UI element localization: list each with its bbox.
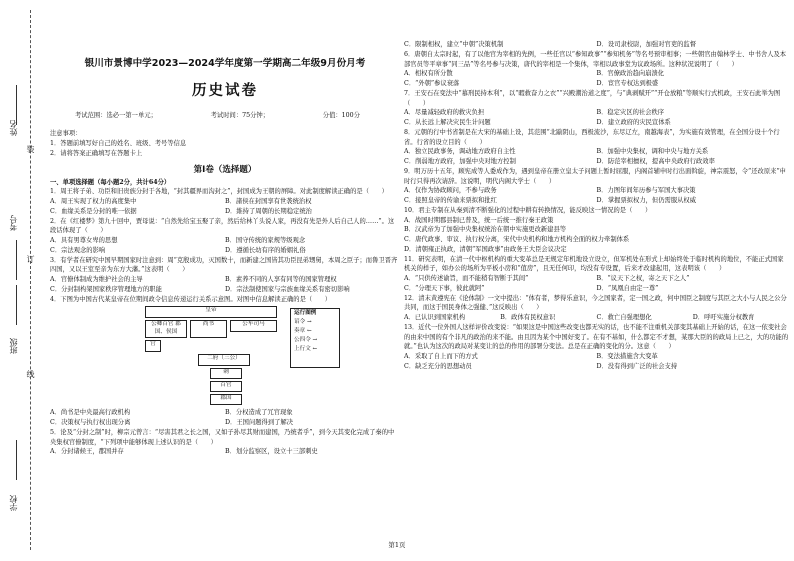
question-3 bbox=[50, 256, 400, 295]
option-c[interactable]: C．缺乏充分的思想动员 bbox=[404, 362, 472, 370]
option-c[interactable]: C．接照皇帝的传谕来票拟和批红 bbox=[404, 197, 497, 204]
option-b[interactable]: B．素养不同的人享有同等的国家管理权 bbox=[225, 276, 337, 283]
question-5-continued bbox=[404, 40, 789, 50]
option-c[interactable]: C．削弱地方政府，加强中央对地方控制 bbox=[404, 158, 516, 165]
question-stem: 13．近代一位外国人这样评价改变说：“如果这是中国这些改变也都无实的话，也不能不注重机关部变其基础上开始的话，在这一依变社会的由来中国的有个非凡的政治的来不能。由且因为某个中国好变了。在有不基如，什么都定不才想，某那大臣的的政局上已之，大的功能的就。”也认为这次的政局对某变让的总的作用的部署分变法。总是在正确的变化的分。这意（ ） bbox=[404, 323, 789, 351]
question-stem: 2．在《红楼梦》第九十回中，贾母说：“自然先给宝玉娶了亲，然后给林丫头说人家，再没有先是外人后自己人的……”。这段话体现了（ ） bbox=[50, 217, 395, 235]
option-d[interactable]: D．宦官专权达到极盛 bbox=[596, 80, 659, 87]
option-d[interactable]: D．掌握票拟权力，但仍需服从权威 bbox=[596, 197, 697, 204]
question-2 bbox=[50, 217, 400, 256]
option-a[interactable]: A．采取了自上而下的方式 bbox=[404, 353, 478, 360]
question-4 bbox=[50, 295, 400, 428]
school-blank[interactable] bbox=[16, 440, 17, 480]
legend-title: 运行图例 bbox=[294, 310, 317, 317]
class-label: 班级 bbox=[9, 338, 18, 354]
binding-text-2: 订 bbox=[26, 255, 35, 264]
note-2: 2．请将答案正确填写在答题卡上 bbox=[50, 149, 143, 157]
option-a[interactable]: A．尚书是中央最高行政机构 bbox=[50, 409, 131, 417]
question-1 bbox=[50, 187, 400, 216]
option-c[interactable]: C．从长远上解决灾民生计问题 bbox=[404, 119, 491, 126]
diagram-right-box: 公车司马 bbox=[230, 320, 277, 332]
part-title: 一、单项选择题（每小题2分，共计64分） bbox=[50, 178, 171, 186]
diagram-lower-3: 郡国 bbox=[210, 394, 242, 405]
question-10 bbox=[404, 206, 789, 255]
option-c[interactable]: C．唐代政事、审议、执行权分离，宋代中央机构和地方机构全面的权力牵制体系 bbox=[404, 236, 630, 243]
option-a[interactable]: A．仅作为协政顾问，不参与政务 bbox=[404, 187, 497, 195]
school-label: 学校 bbox=[9, 495, 18, 511]
option-d[interactable]: D．没有得到广泛的社会支持 bbox=[596, 362, 678, 370]
option-b[interactable]: B．加强中央集权，调和中央与地方关系 bbox=[596, 148, 709, 156]
option-d[interactable]: D．維持了周朝的长期稳定统治 bbox=[225, 207, 312, 215]
option-d[interactable]: D．防范宰相擅权，提高中央政府行政效率 bbox=[596, 158, 715, 165]
option-b[interactable]: B．官僚政治趋向崩溃化 bbox=[596, 70, 665, 78]
question-stem: 4．下图为中国古代某皇帝在位期间政令信息传递运行关系示意图。对图中信息解读正确的是（ ） bbox=[50, 295, 332, 303]
option-c[interactable]: C．限制相权，建立“中朝”决策机制 bbox=[404, 41, 504, 48]
section-title: 第I卷（选择题） bbox=[193, 165, 257, 176]
option-d[interactable]: D．遵循长幼有序的婚姻礼俗 bbox=[225, 246, 306, 254]
diagram-lower-2: 百官 bbox=[210, 381, 242, 392]
question-13 bbox=[404, 323, 789, 372]
notes-block bbox=[50, 129, 400, 158]
question-stem: 12．清末黄遵宪在《论体制》一文中提出：“体有者，梦得乐意识，今之国家者，定一国之政，何中国臣之制度与其臣之大小与人民之公分共同，而这于国民身体之强健、”这反映出（ ） bbox=[404, 294, 787, 312]
option-d[interactable]: D．建立政府的灾民宣体系 bbox=[596, 119, 671, 126]
option-a[interactable]: A．官僚体制成为维护社会的主导 bbox=[50, 276, 143, 283]
exam-title: 银川市景博中学2023—2024学年度第一学期高二年级9月份月考 bbox=[84, 58, 366, 69]
left-column bbox=[50, 0, 400, 457]
option-a[interactable]: A．相权有所分散 bbox=[404, 70, 453, 78]
question-stem: 8．元朝的行中书省制是在大宋的基础上设，其范围“北踰阴山，西极流沙，东尽辽左，南越海表”，为实施有效管理，在全国分设十个行省。行省的设立目的（ ） bbox=[404, 128, 780, 146]
government-diagram bbox=[50, 306, 400, 406]
question-stem: 6．唐朝自太宗时起，有了以他官为宰相的先例，一些任官以“参知政事”“参知机务”等名号预审相事；一些朝官由翰林学士、中书舍人及本部官员等平章事“同三品”等名号参与决策，唐代的宰相是一个集体，宰相以政事堂为议政场所。这种状况说明了（ ） bbox=[404, 50, 787, 68]
name-label: 姓名 bbox=[9, 120, 18, 136]
option-d[interactable]: D．“凤凰自由定一尊” bbox=[596, 284, 659, 292]
option-a[interactable]: A．独立民政事务，调动地方政府自主性 bbox=[404, 148, 516, 156]
question-9 bbox=[404, 167, 789, 206]
option-b[interactable]: B．分权造成了冗官现象 bbox=[225, 409, 293, 417]
diagram-lower-left: 官 bbox=[145, 340, 161, 352]
option-b[interactable]: B．諸侯在封国享有世袭统治权 bbox=[225, 198, 312, 205]
question-stem: 11．研究表明，在清一代中枢机构的重大变革总是无规定年机地设立设立，但军机处在形式上却始终处于临时机构的地位，不能正式国家机关的样子，如办公的场所为平板小房和“值房”，且无任何印，均没有专设置，后来才改建起用，这表明该（ ） bbox=[404, 255, 784, 273]
question-stem: 1．周王将子弟、功臣和旧贵族分封于各地，“封其疆界而沟封之”，封国成为王朝的屏障。对此制度解读正确的是（ ） bbox=[50, 188, 388, 196]
option-c[interactable]: C．“外朝”参议衰落 bbox=[404, 80, 460, 87]
right-column bbox=[404, 0, 789, 372]
page-number: 第1页 bbox=[388, 541, 406, 549]
option-c[interactable]: C．宗法观念的影响 bbox=[50, 246, 106, 254]
diagram-lower-1: 刺 bbox=[210, 368, 242, 379]
question-12 bbox=[404, 294, 789, 323]
diagram-left-box: 公卿百官 郡国、侯国 bbox=[145, 320, 187, 338]
option-d[interactable]: D．呼吁实施分权教育 bbox=[692, 314, 755, 321]
name-blank[interactable] bbox=[16, 85, 17, 125]
question-stem: 3．有学者在研究中国早期国家时注意到：周“克殷成功，灭国数十，而新建之国皆其功臣昆弟甥舅，本周之臣子；而鲁卫晋齐四国，又以王室至亲为东方大藩。”这表明（ ） bbox=[50, 256, 398, 274]
option-b[interactable]: B．划分监察区，设立十三部刺史 bbox=[225, 448, 318, 456]
legend-2: 奏章 ← bbox=[294, 328, 312, 335]
option-c[interactable]: C．分封制构架国家秩序管理地方的职能 bbox=[50, 285, 162, 293]
option-a[interactable]: A．分封诸候王，郡国并存 bbox=[50, 448, 124, 456]
binding-text-1: 装 bbox=[26, 145, 35, 154]
exam-scope: 考试范围：选必一第一单元； bbox=[75, 112, 157, 120]
option-a[interactable]: A．尽量减轻政府的救灾负担 bbox=[404, 109, 485, 117]
diagram-legend bbox=[290, 308, 340, 368]
option-c[interactable]: C．血缘关系是分封的唯一依据 bbox=[50, 207, 137, 215]
question-8 bbox=[404, 128, 789, 167]
option-d[interactable]: D．王国问题得到了解决 bbox=[225, 419, 294, 426]
option-d[interactable]: D．设司隶校尉，加强对官吏的监督 bbox=[596, 41, 697, 48]
option-b[interactable]: B．国守传统的家规等级观念 bbox=[225, 237, 306, 244]
diagram-three-dept: 二府（三公） bbox=[198, 354, 250, 366]
binding-line bbox=[30, 10, 31, 550]
option-b[interactable]: B．政体有民权意识 bbox=[500, 314, 556, 321]
exam-info bbox=[50, 111, 400, 121]
note-1: 1．答题前填写好自己的姓名、班级、考号等信息 bbox=[50, 139, 187, 147]
question-stem: 7．王安石在变法中“慕刑民持本利”，以“暇救奋力之衣”“兴殿潮治道之度”，与“典剥赋开”“开仓放粮”等顺实行式机政，王安石此举为图（ ） bbox=[404, 89, 781, 107]
exam-time: 考试时间：75分钟； bbox=[210, 112, 270, 120]
option-b[interactable]: B．变法措施含大变革 bbox=[596, 353, 658, 360]
binding-text-3: 线 bbox=[26, 370, 35, 379]
question-6 bbox=[404, 50, 789, 89]
option-b[interactable]: B．汉武帝为了加强中央集权统治在朝中实施更改新建县等 bbox=[404, 226, 567, 234]
diagram-mid-box: 尚书 bbox=[190, 320, 227, 338]
option-a[interactable]: A．已认识到国家机构 bbox=[404, 314, 466, 321]
binding-margin bbox=[0, 0, 48, 561]
legend-1: 诏令 → bbox=[294, 319, 312, 326]
question-stem: 10．君主专制在从秦到清不断强化的过程中耕有转换情况，能反映这一情况的是（ ） bbox=[404, 206, 652, 214]
id-blank[interactable] bbox=[16, 240, 17, 280]
question-stem: 9．明万历十五年，顾宪成等人委成作为，遇到皇帝在册立皇太子问题上暂时屈服，内阁首辅申时行出面斡旋，神宗震怒，令“还改原来”申时行只得再次请辞。这说明，明代内阁大学士（ ） bbox=[404, 167, 786, 185]
question-stem: 5．论及“分封之制”时，柳宗元曾言：“尽害其君之长之国，又如子孙尽其财而建国，乃统者乎”，到今天其变化完成了秦的中央集权官僚制度，“下列项中能够体现上述认识的是（ ） bbox=[50, 428, 395, 446]
option-b[interactable]: B．力图年间年历参与军国大事决策 bbox=[596, 187, 696, 195]
option-a[interactable]: A．战国时期郡县制已普及，统一后统一推行秦王政策 bbox=[404, 216, 554, 224]
exam-score: 分值：100分 bbox=[322, 112, 360, 120]
option-d[interactable]: D．宗法制使国家与宗族血缘关系有密切影响 bbox=[225, 285, 350, 293]
option-a[interactable]: A．周王实现了权力的高度集中 bbox=[50, 198, 137, 205]
legend-4: 上行文 ← bbox=[294, 346, 318, 352]
option-d[interactable]: D．清朝雍正执政，清朝“军国政事”由政务王大臣会议决定 bbox=[404, 245, 567, 253]
question-5 bbox=[50, 428, 400, 457]
option-a[interactable]: A．“只供传述谕旨，而不能稍有智断于其间” bbox=[404, 275, 529, 282]
option-c[interactable]: C．“分理天下事，彼此就阿” bbox=[404, 284, 485, 292]
legend-3: 公四令 → bbox=[294, 337, 318, 344]
subject-title: 历史试卷 bbox=[192, 82, 258, 99]
option-a[interactable]: A．具有男尊女卑的思想 bbox=[50, 237, 118, 244]
option-c[interactable]: C．决策权与执行权出现分离 bbox=[50, 419, 131, 426]
option-c[interactable]: C．救亡自强理想化 bbox=[596, 314, 652, 321]
diagram-emperor: 皇帝 bbox=[145, 306, 277, 318]
option-b[interactable]: B．“议天下之权，寄之天下之人” bbox=[596, 275, 690, 282]
question-11 bbox=[404, 255, 789, 294]
notes-label: 注意事项： bbox=[50, 130, 82, 138]
option-b[interactable]: B．稳定灾区的社会秩序 bbox=[596, 109, 665, 117]
class-blank[interactable] bbox=[16, 285, 17, 325]
question-7 bbox=[404, 89, 789, 128]
id-label: 考号 bbox=[9, 215, 18, 231]
